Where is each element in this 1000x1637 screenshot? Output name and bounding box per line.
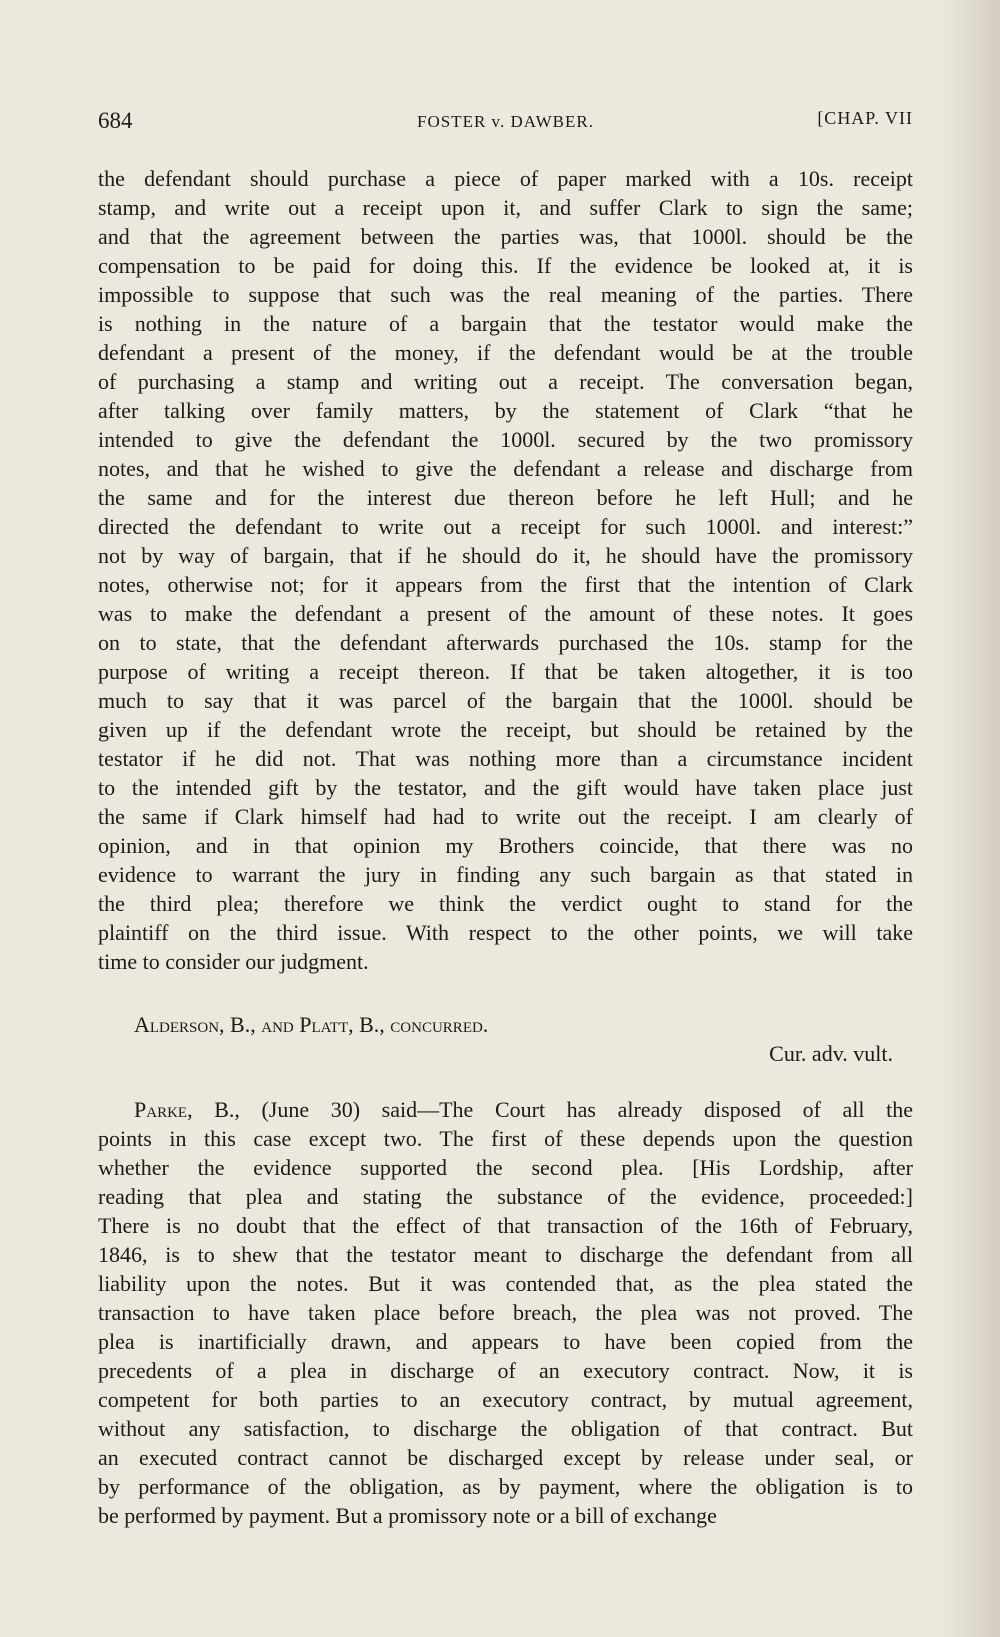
text-line: transaction to have taken place before breach, the plea was not proved. The (98, 1300, 913, 1325)
text-line: points in this case except two. The first of these depends upon the question (98, 1126, 913, 1151)
text-line: the third plea; therefore we think the verdict ought to stand for the (98, 891, 913, 916)
text-line: competent for both parties to an executory contract, by mutual agreement, (98, 1387, 913, 1412)
text-line: not by way of bargain, that if he should do it, he should have the promissory (98, 543, 913, 568)
text-line: stamp, and write out a receipt upon it, and suffer Clark to sign the same; (98, 195, 913, 220)
text-line: opinion, and in that opinion my Brothers coincide, that there was no (98, 833, 913, 858)
text-line: after talking over family matters, by the statement of Clark “that he (98, 398, 913, 423)
text-line: without any satisfaction, to discharge the obligation of that contract. But (98, 1416, 913, 1441)
text-line: precedents of a plea in discharge of an executory contract. Now, it is (98, 1358, 913, 1383)
page-number: 684 (98, 108, 133, 133)
text-line: the same and for the interest due thereon before he left Hull; and he (98, 485, 913, 510)
concurrence-line: Alderson, B., and Platt, B., concurred. (134, 1012, 489, 1037)
text-line: reading that plea and stating the substance of the evidence, proceeded:] (98, 1184, 913, 1209)
text-line: notes, and that he wished to give the defendant a release and discharge from (98, 456, 913, 481)
text-line: the same if Clark himself had had to write out the receipt. I am clearly of (98, 804, 913, 829)
text-line: defendant a present of the money, if the defendant would be at the trouble (98, 340, 913, 365)
text-line: Parke, B., (June 30) said—The Court has already disposed of all the (134, 1097, 913, 1122)
concurrence-block (98, 1010, 913, 1068)
opinion-paragraph-1 (98, 164, 913, 976)
text-line: of purchasing a stamp and writing out a receipt. The conversation began, (98, 369, 913, 394)
text-line: the defendant should purchase a piece of paper marked with a 10s. receipt (98, 166, 913, 191)
text-line: plea is inartificially drawn, and appears to have been copied from the (98, 1329, 913, 1354)
text-line: be performed by payment. But a promissory note or a bill of exchange (98, 1503, 717, 1528)
text-line: testator if he did not. That was nothing more than a circumstance incident (98, 746, 913, 771)
chapter-reference: [CHAP. VII (817, 108, 913, 128)
text-line: There is no doubt that the effect of that transaction of the 16th of February, (98, 1213, 913, 1238)
text-line: evidence to warrant the jury in finding any such bargain as that stated in (98, 862, 913, 887)
text-line: much to say that it was parcel of the bargain that the 1000l. should be (98, 688, 913, 713)
text-line: notes, otherwise not; for it appears from the first that the intention of Clark (98, 572, 913, 597)
text-line: whether the evidence supported the second plea. [His Lordship, after (98, 1155, 913, 1180)
text-line: to the intended gift by the testator, and the gift would have taken place just (98, 775, 913, 800)
text-line: 1846, is to shew that the testator meant to discharge the defendant from all (98, 1242, 913, 1267)
text-line: by performance of the obligation, as by payment, where the obligation is to (98, 1474, 913, 1499)
opinion-paragraph-2 (98, 1095, 913, 1530)
text-line: impossible to suppose that such was the real meaning of the parties. There (98, 282, 913, 307)
text-line: was to make the defendant a present of the amount of these notes. It goes (98, 601, 913, 626)
page-gutter-shadow (940, 0, 1000, 1637)
judge-name: Parke (134, 1097, 188, 1122)
text-line: compensation to be paid for doing this. If the evidence be looked at, it is (98, 253, 913, 278)
text-line: purpose of writing a receipt thereon. If that be taken altogether, it is too (98, 659, 913, 684)
text-line: time to consider our judgment. (98, 949, 369, 974)
text-line: given up if the defendant wrote the receipt, but should be retained by the (98, 717, 913, 742)
curia-advisari-vult: Cur. adv. vult. (769, 1041, 893, 1066)
text-line: on to state, that the defendant afterwards purchased the 10s. stamp for the (98, 630, 913, 655)
text-line: plaintiff on the third issue. With respect to the other points, we will take (98, 920, 913, 945)
running-head (98, 108, 913, 138)
text-line: an executed contract cannot be discharged except by release under seal, or (98, 1445, 913, 1470)
text-line: directed the defendant to write out a receipt for such 1000l. and interest:” (98, 514, 913, 539)
text-line: is nothing in the nature of a bargain that the testator would make the (98, 311, 913, 336)
text-line: intended to give the defendant the 1000l. secured by the two promissory (98, 427, 913, 452)
case-title: FOSTER v. DAWBER. (417, 112, 594, 131)
text-line: liability upon the notes. But it was contended that, as the plea stated the (98, 1271, 913, 1296)
text-line: and that the agreement between the parties was, that 1000l. should be the (98, 224, 913, 249)
